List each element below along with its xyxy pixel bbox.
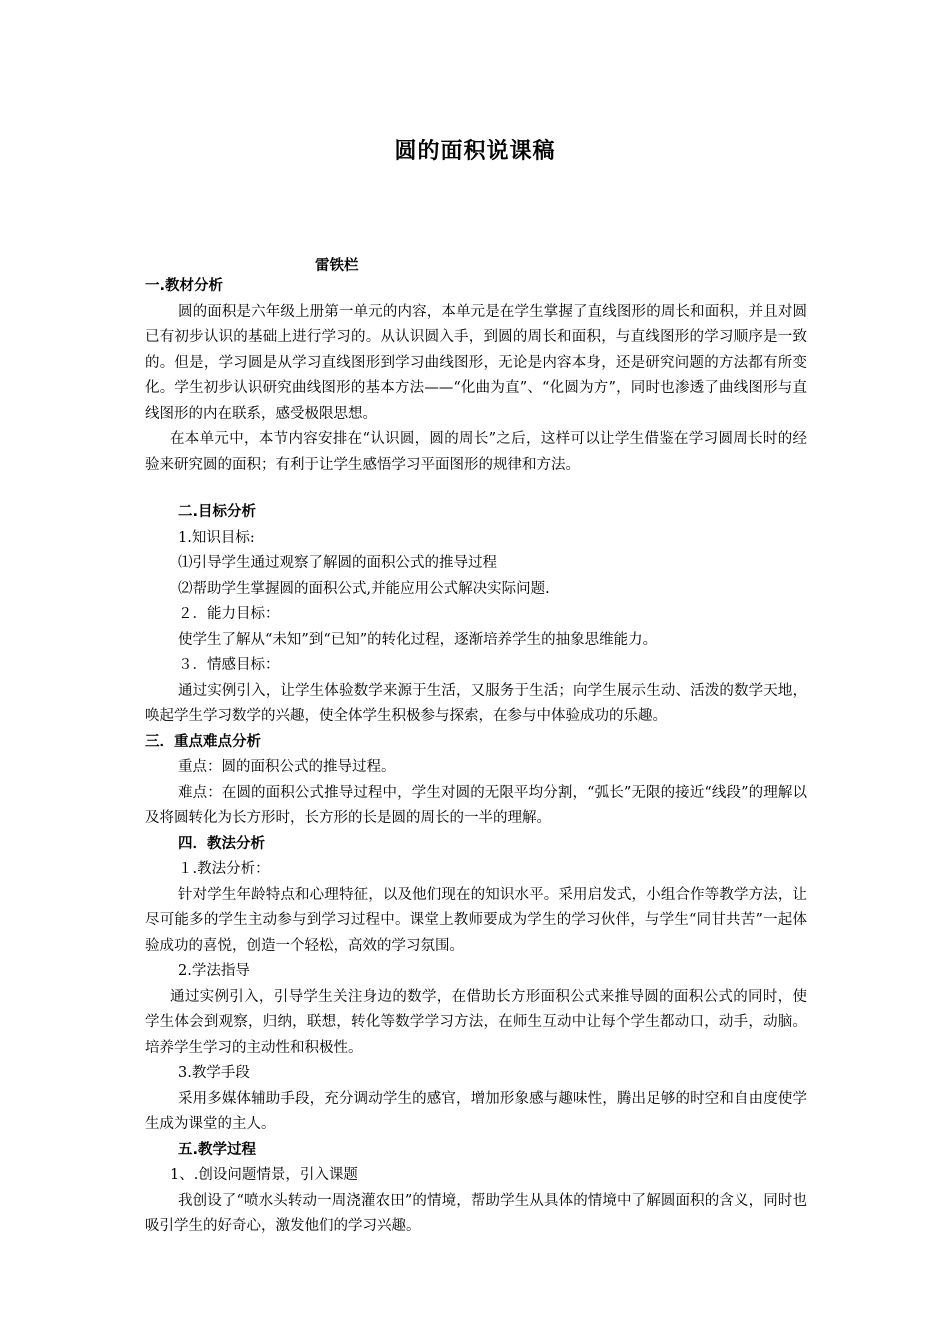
paragraph: 通过实例引入，引导学生关注身边的数学，在借助长方形面积公式来推导圆的面积公式的同时，使学生体会到观察，归纳，联想，转化等数学学习方法，在师生互动中让每个学生都动口，动手，动脑。培养学生学习的主动性和积极性。 bbox=[145, 988, 807, 1056]
list-item: ⑵帮助学生掌握圆的面积公式,并能应用公式解决实际问题. bbox=[178, 580, 550, 597]
paragraph: 采用多媒体辅助手段，充分调动学生的感官，增加形象感与趣味性，腾出足够的时空和自由度使学生成为课堂的主人。 bbox=[145, 1090, 807, 1132]
document-body bbox=[145, 274, 807, 1240]
subheading: １.教法分析： bbox=[178, 861, 270, 877]
paragraph: 在本单元中，本节内容安排在“认识圆，圆的周长”之后，这样可以让学生借鉴在学习圆周长时的经验来研究圆的面积；有利于让学生感悟学习平面图形的规律和方法。 bbox=[145, 431, 807, 473]
subheading: ２．能力目标： bbox=[178, 606, 280, 622]
subheading: 3.教学手段 bbox=[178, 1065, 250, 1081]
section-heading-teaching-process: 五.教学过程 bbox=[178, 1141, 257, 1158]
list-item: ⑴引导学生通过观察了解圆的面积公式的推导过程 bbox=[178, 555, 497, 571]
subheading: 1、.创设问题情景，引入课题 bbox=[170, 1167, 358, 1183]
paragraph: 圆的面积是六年级上册第一单元的内容，本单元是在学生掌握了直线图形的周长和面积，并且对圆已有初步认识的基础上进行学习的。从认识圆入手，到圆的周长和面积，与直线图形的学习顺序是一致的。但是，学习圆是从学习直线图形到学习曲线图形，无论是内容本身，还是研究问题的方法都有所变化。学生初步认识研究曲线图形的基本方法——“化曲为直”、“化圆为方”，同时也渗透了曲线图形与直线图形的内在联系，感受极限思想。 bbox=[145, 303, 807, 422]
section-heading-key-points: 三．重点难点分析 bbox=[145, 733, 261, 750]
author-name: 雷铁栏 bbox=[315, 258, 359, 274]
section-heading-teaching-method: 四．教法分析 bbox=[178, 835, 265, 852]
paragraph: 重点：圆的面积公式的推导过程。 bbox=[178, 759, 396, 775]
paragraph: 针对学生年龄特点和心理特征，以及他们现在的知识水平。采用启发式，小组合作等教学方法，让尽可能多的学生主动参与到学习过程中。课堂上教师要成为学生的学习伙伴，与学生“同甘共苦”一起体验成功的喜悦，创造一个轻松，高效的学习氛围。 bbox=[145, 886, 807, 954]
section-heading-textbook-analysis: 一.教材分析 bbox=[145, 278, 224, 294]
paragraph: 使学生了解从“未知”到“已知”的转化过程，逐渐培养学生的抽象思维能力。 bbox=[178, 631, 658, 648]
paragraph: 我创设了“喷水头转动一周浇灌农田”的情境，帮助学生从具体的情境中了解圆面积的含义，同时也吸引学生的好奇心，激发他们的学习兴趣。 bbox=[145, 1192, 807, 1234]
paragraph: 难点：在圆的面积公式推导过程中，学生对圆的无限平均分割，“弧长”无限的接近“线段”的理解以及将圆转化为长方形时，长方形的长是圆的周长的一半的理解。 bbox=[145, 784, 807, 826]
subheading: ３．情感目标： bbox=[178, 657, 280, 673]
paragraph: 通过实例引入，让学生体验数学来源于生活，又服务于生活；向学生展示生动、活泼的数学天地，唤起学生学习数学的兴趣，使全体学生积极参与探索，在参与中体验成功的乐趣。 bbox=[145, 682, 807, 724]
spacer bbox=[145, 478, 807, 500]
section-heading-goal-analysis: 二.目标分析 bbox=[178, 504, 257, 520]
subheading: 2.学法指导 bbox=[178, 963, 250, 979]
subheading: 1.知识目标: bbox=[178, 529, 255, 546]
page-title: 圆的面积说课稿 bbox=[394, 139, 556, 164]
